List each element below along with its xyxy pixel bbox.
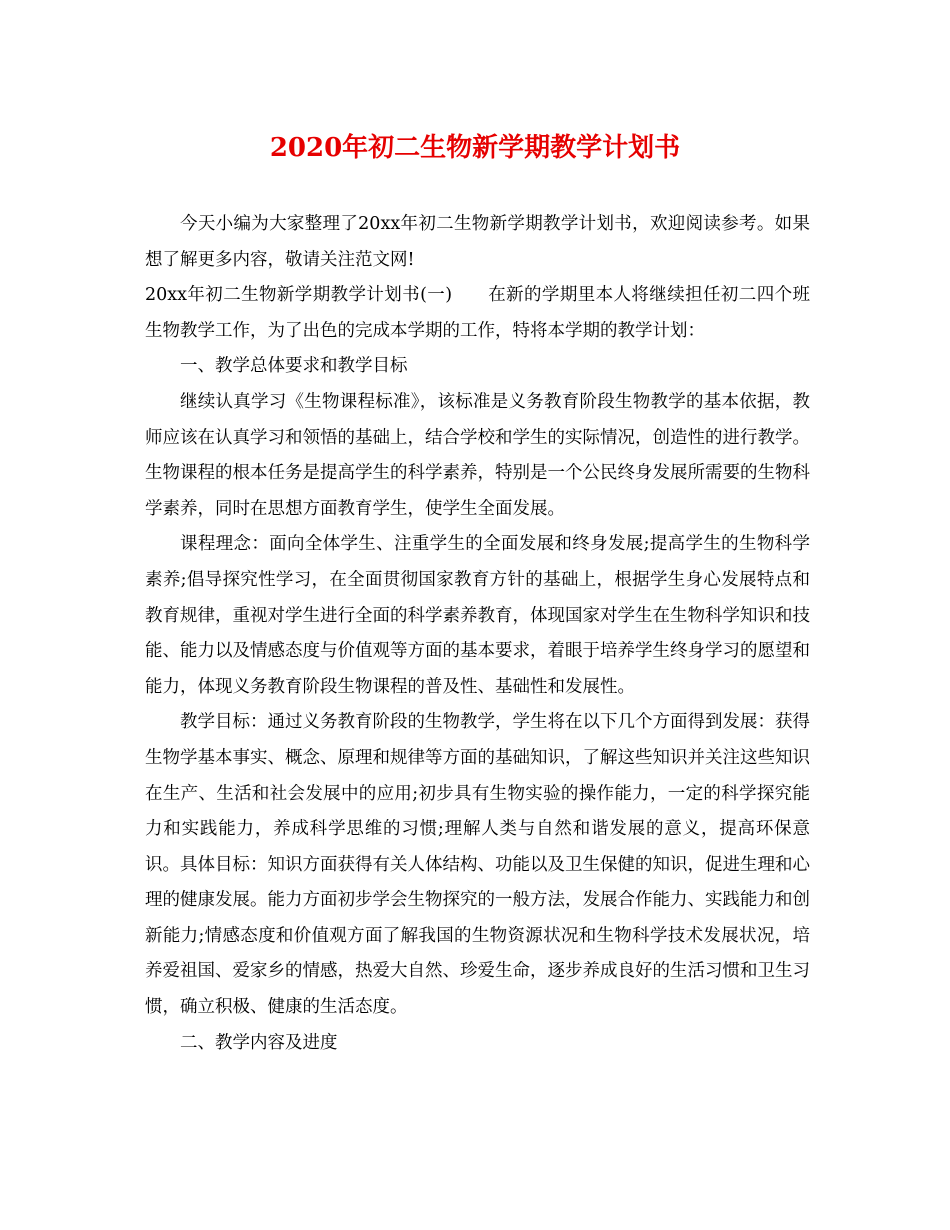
document-body xyxy=(145,207,810,1061)
curriculum-standard-paragraph: 继续认真学习《生物课程标准》，该标准是义务教育阶段生物教学的基本依据，教师应该在认真学习和领悟的基础上，结合学校和学生的实际情况，创造性的进行教学。生物课程的根本任务是提高学生的科学素养，特别是一个公民终身发展所需要的生物科学素养，同时在思想方面教育学生，使学生全面发展。 xyxy=(145,391,810,519)
curriculum-concept-paragraph: 课程理念：面向全体学生、注重学生的全面发展和终身发展;提高学生的生物科学素养;倡导探究性学习，在全面贯彻国家教育方针的基础上，根据学生身心发展特点和教育规律，重视对学生进行全面的科学素养教育，体现国家对学生在生物科学知识和技能、能力以及情感态度与价值观等方面的基本要求，着眼于培养学生终身学习的愿望和能力，体现义务教育阶段生物课程的普及性、基础性和发展性。 xyxy=(145,534,810,697)
section-one-heading: 一、教学总体要求和教学目标 xyxy=(180,356,408,377)
document-title: 2020年初二生物新学期教学计划书 xyxy=(269,133,681,163)
section-two-heading: 二、教学内容及进度 xyxy=(180,1032,338,1053)
plan-part-one-paragraph: 20xx年初二生物新学期教学计划书(一) 在新的学期里本人将继续担任初二四个班生物教学工作，为了出色的完成本学期的工作，特将本学期的教学计划： xyxy=(145,285,810,341)
teaching-goals-paragraph: 教学目标：通过义务教育阶段的生物教学，学生将在以下几个方面得到发展：获得生物学基本事实、概念、原理和规律等方面的基础知识，了解这些知识并关注这些知识在生产、生活和社会发展中的应用;初步具有生物实验的操作能力，一定的科学探究能力和实践能力，养成科学思维的习惯;理解人类与自然和谐发展的意义，提高环保意识。具体目标：知识方面获得有关人体结构、功能以及卫生保健的知识，促进生理和心理的健康发展。能力方面初步学会生物探究的一般方法，发展合作能力、实践能力和创新能力;情感态度和价值观方面了解我国的生物资源状况和生物科学技术发展状况，培养爱祖国、爱家乡的情感，热爱大自然、珍爱生命，逐步养成良好的生活习惯和卫生习惯，确立积极、健康的生活态度。 xyxy=(145,712,810,1018)
intro-paragraph: 今天小编为大家整理了20xx年初二生物新学期教学计划书，欢迎阅读参考。如果想了解更多内容，敬请关注范文网! xyxy=(145,214,810,270)
